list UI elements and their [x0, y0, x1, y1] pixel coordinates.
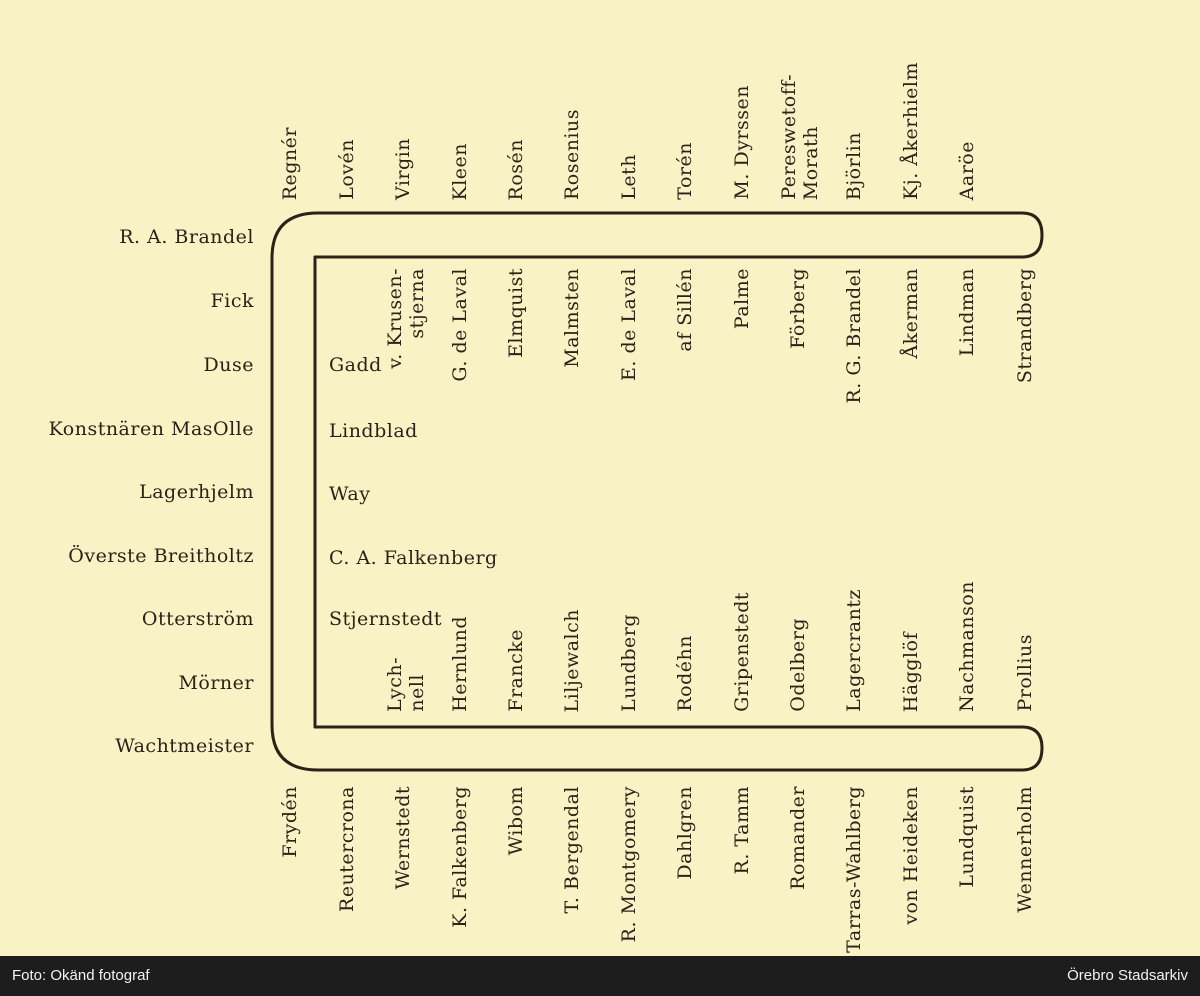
- left-name: Överste Breitholtz: [68, 545, 254, 567]
- top-inner-name: Elmquist: [505, 268, 527, 358]
- footer-bar: [0, 956, 1200, 996]
- top-outer-name: Morath: [800, 125, 822, 200]
- bottom-inner-name: Odelberg: [787, 618, 809, 712]
- bottom-inner-name: Hernlund: [449, 616, 471, 712]
- top-outer-name: Regnér: [279, 126, 301, 200]
- bottom-outer-name: Tarras-Wahlberg: [843, 786, 865, 953]
- bottom-outer-name: Reutercrona: [336, 786, 358, 912]
- top-inner-name: v. Krusen-: [384, 268, 406, 369]
- bottom-outer-name: Wibom: [505, 786, 527, 856]
- top-outer-name: Pereswetoff-: [778, 74, 800, 200]
- bottom-outer-name: T. Bergendal: [561, 786, 583, 914]
- top-outer-name: M. Dyrssen: [731, 85, 753, 200]
- inner-left-name: Lindblad: [329, 420, 418, 442]
- left-name: Mörner: [178, 672, 254, 694]
- left-name: Fick: [210, 290, 254, 312]
- top-outer-name: Torén: [674, 142, 696, 200]
- left-name: Lagerhjelm: [139, 481, 254, 503]
- top-inner-name: Förberg: [787, 268, 809, 349]
- top-outer-name: Björlin: [843, 131, 865, 200]
- bottom-inner-name: Liljewalch: [561, 608, 583, 712]
- archive-name: Örebro Stadsarkiv: [1067, 967, 1188, 984]
- inner-left-name: Stjernstedt: [329, 608, 443, 630]
- bottom-outer-name: Wernstedt: [392, 786, 414, 890]
- top-inner-name: Palme: [731, 268, 753, 330]
- bottom-inner-name: Lych-: [384, 657, 406, 712]
- top-inner-name: Åkerman: [900, 268, 922, 359]
- top-outer-name: Leth: [618, 154, 640, 200]
- bottom-inner-name: Nachmanson: [956, 581, 978, 712]
- top-outer-name: Rosén: [505, 138, 527, 200]
- left-name: Konstnären MasOlle: [48, 418, 254, 440]
- top-outer-name: Virgin: [392, 137, 414, 200]
- top-inner-name: E. de Laval: [618, 268, 640, 381]
- bottom-outer-name: Dahlgren: [674, 786, 696, 880]
- top-inner-name: R. G. Brandel: [843, 268, 865, 404]
- top-outer-name: Lovén: [336, 139, 358, 200]
- bottom-outer-name: von Heideken: [900, 786, 922, 925]
- bottom-inner-name: Lundberg: [618, 614, 640, 712]
- left-name: Otterström: [141, 608, 254, 630]
- bottom-inner-name: nell: [406, 674, 428, 712]
- bottom-inner-name: Francke: [505, 629, 527, 712]
- top-outer-name: Aaröe: [956, 140, 978, 200]
- top-inner-name: af Sillén: [674, 268, 696, 352]
- top-inner-name: Lindman: [956, 268, 978, 357]
- left-name: R. A. Brandel: [119, 226, 254, 248]
- inner-left-name: Gadd: [329, 354, 382, 376]
- top-outer-name: Kleen: [449, 142, 471, 200]
- inner-left-name: Way: [329, 483, 371, 505]
- top-outer-name: Rosenius: [561, 108, 583, 200]
- bottom-outer-name: R. Montgomery: [618, 786, 640, 943]
- bottom-inner-name: Lagercrantz: [843, 589, 865, 712]
- bottom-outer-name: Romander: [787, 786, 809, 890]
- bottom-outer-name: Lundquist: [956, 786, 978, 888]
- bottom-outer-name: Frydén: [279, 786, 301, 858]
- photo-credit: Foto: Okänd fotograf: [12, 967, 150, 984]
- top-inner-name: G. de Laval: [449, 268, 471, 382]
- bottom-outer-name: R. Tamm: [731, 786, 753, 875]
- left-name: Duse: [203, 354, 254, 376]
- top-inner-name: stjerna: [406, 268, 428, 339]
- left-name: Wachtmeister: [115, 735, 254, 757]
- bottom-outer-name: Wennerholm: [1014, 786, 1036, 913]
- top-inner-name: Malmsten: [561, 268, 583, 368]
- bottom-inner-name: Rodéhn: [674, 635, 696, 712]
- top-outer-name: Kj. Åkerhielm: [900, 62, 922, 200]
- bottom-inner-name: Gripenstedt: [731, 592, 753, 712]
- bottom-inner-name: Hägglöf: [900, 631, 922, 712]
- inner-left-name: C. A. Falkenberg: [329, 547, 498, 569]
- bottom-inner-name: Prollius: [1014, 634, 1036, 712]
- top-inner-name: Strandberg: [1014, 268, 1036, 384]
- bottom-outer-name: K. Falkenberg: [449, 786, 471, 928]
